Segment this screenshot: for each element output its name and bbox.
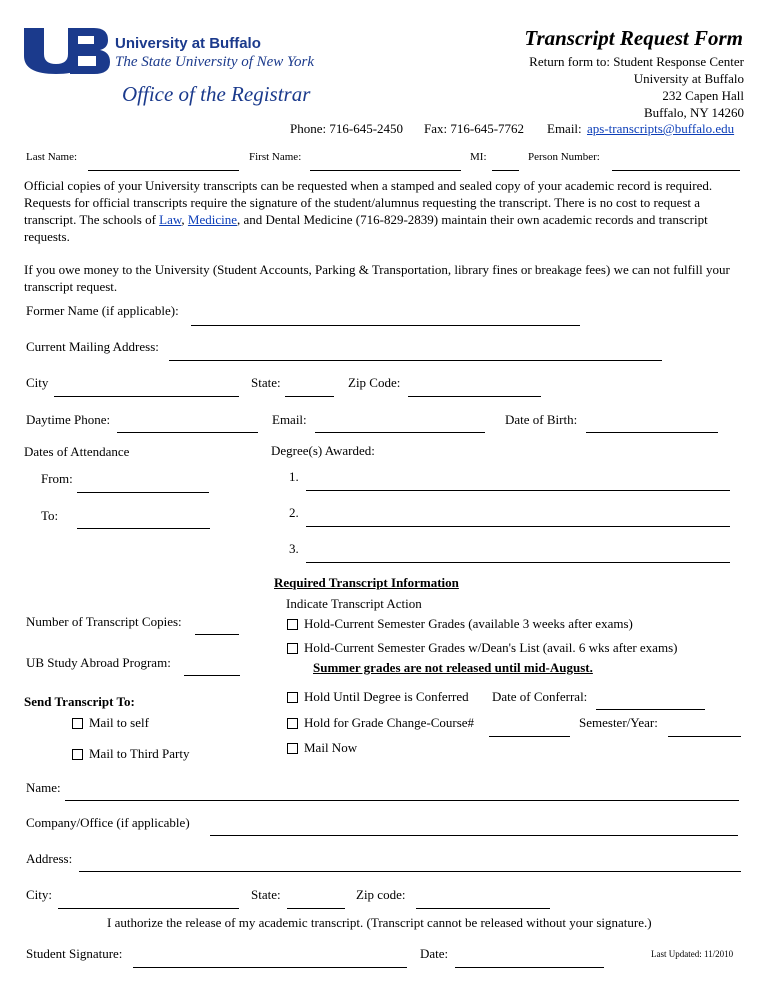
degree-3-field[interactable] xyxy=(306,562,730,563)
person-number-label: Person Number: xyxy=(528,151,600,163)
mail-third-label: Mail to Third Party xyxy=(89,746,190,761)
city-field[interactable] xyxy=(54,396,239,397)
last-name-field[interactable] xyxy=(88,170,239,171)
tp-address-label: Address: xyxy=(26,851,73,866)
last-updated: Last Updated: 11/2010 xyxy=(651,949,734,959)
daytime-phone-field[interactable] xyxy=(117,432,258,433)
opt4-checkbox[interactable] xyxy=(287,718,298,729)
daytime-phone-label: Daytime Phone: xyxy=(26,412,111,427)
dates-attendance-label: Dates of Attendance xyxy=(24,444,130,459)
opt2-label: Hold-Current Semester Grades w/Dean's List (avail. 6 wks after exams) xyxy=(304,640,678,655)
mi-field[interactable] xyxy=(492,170,519,171)
opt1-checkbox[interactable] xyxy=(287,619,298,630)
degree-2-label: 2. xyxy=(289,505,299,520)
to-label: To: xyxy=(41,508,59,523)
first-name-field[interactable] xyxy=(310,170,461,171)
authorize-text: I authorize the release of my academic transcript. (Transcript cannot be released without your signature.) xyxy=(107,915,652,930)
mailing-address-label: Current Mailing Address: xyxy=(26,339,159,354)
city-label: City xyxy=(26,375,49,390)
tp-company-field[interactable] xyxy=(210,835,738,836)
email-label: Email: xyxy=(547,121,582,136)
tp-company-label: Company/Office (if applicable) xyxy=(26,815,190,830)
degrees-label: Degree(s) Awarded: xyxy=(271,443,375,458)
fax: Fax: 716-645-7762 xyxy=(424,121,525,136)
copies-field[interactable] xyxy=(195,634,239,635)
study-abroad-label: UB Study Abroad Program: xyxy=(26,655,171,670)
opt1-label: Hold-Current Semester Grades (available 3 weeks after exams) xyxy=(304,616,633,631)
opt3-label: Hold Until Degree is Conferred xyxy=(304,689,469,704)
last-name-label: Last Name: xyxy=(26,151,78,163)
mailing-address-field[interactable] xyxy=(169,360,662,361)
opt5-label: Mail Now xyxy=(304,740,358,755)
mail-self-checkbox[interactable] xyxy=(72,718,83,729)
degree-2-field[interactable] xyxy=(306,526,730,527)
dob-label: Date of Birth: xyxy=(505,412,578,427)
tp-state-field[interactable] xyxy=(287,908,345,909)
opt5-checkbox[interactable] xyxy=(287,743,298,754)
opt2-checkbox[interactable] xyxy=(287,643,298,654)
address-line2: 232 Capen Hall xyxy=(662,88,744,103)
person-number-field[interactable] xyxy=(612,170,740,171)
indicate-action-label: Indicate Transcript Action xyxy=(286,596,422,611)
address-line1: University at Buffalo xyxy=(633,71,744,86)
address-line3: Buffalo, NY 14260 xyxy=(643,105,744,120)
state-label: State: xyxy=(251,375,281,390)
signature-label: Student Signature: xyxy=(26,946,123,961)
ub-logo xyxy=(22,22,340,112)
tp-zip-field[interactable] xyxy=(416,908,550,909)
tp-address-field[interactable] xyxy=(79,871,741,872)
send-to-heading: Send Transcript To: xyxy=(24,694,135,709)
form-title: Transcript Request Form xyxy=(524,26,743,50)
required-heading: Required Transcript Information xyxy=(274,575,459,590)
ub-monogram-icon xyxy=(22,26,112,76)
date-label: Date: xyxy=(420,946,449,961)
zip-field[interactable] xyxy=(408,396,541,397)
tp-city-label: City: xyxy=(26,887,53,902)
tp-city-field[interactable] xyxy=(58,908,239,909)
summer-note: Summer grades are not released until mid-August. xyxy=(313,660,593,675)
email-link[interactable]: aps-transcripts@buffalo.edu xyxy=(587,121,735,136)
opt4-label: Hold for Grade Change-Course# xyxy=(304,715,475,730)
phone: Phone: 716-645-2450 xyxy=(290,121,404,136)
first-name-label: First Name: xyxy=(249,151,302,163)
law-link[interactable]: Law xyxy=(159,212,182,227)
intro-paragraph-2: If you owe money to the University (Student Accounts, Parking & Transportation, library fines or breakage fees) we can not fulfill your transcript request. xyxy=(24,262,730,294)
date-conferral-label: Date of Conferral: xyxy=(492,689,588,704)
degree-1-label: 1. xyxy=(289,469,299,484)
mail-self-label: Mail to self xyxy=(89,715,149,730)
degree-3-label: 3. xyxy=(289,541,299,556)
dob-field[interactable] xyxy=(586,432,718,433)
mi-label: MI: xyxy=(470,151,487,163)
tp-name-label: Name: xyxy=(26,780,61,795)
signature-field[interactable] xyxy=(133,967,407,968)
from-field[interactable] xyxy=(77,492,209,493)
date-field[interactable] xyxy=(455,967,604,968)
to-field[interactable] xyxy=(77,528,210,529)
semester-year-label: Semester/Year: xyxy=(579,715,658,730)
former-name-label: Former Name (if applicable): xyxy=(26,303,179,318)
logo-line2: The State University of New York xyxy=(115,54,315,70)
medicine-link[interactable]: Medicine xyxy=(187,212,238,227)
opt3-checkbox[interactable] xyxy=(287,692,298,703)
date-conferral-field[interactable] xyxy=(596,709,705,710)
intro-paragraph-1: Official copies of your University transcripts can be requested when a stamped and sealed copy of your academic record is required. Requests for official transcripts require the signature of the student/alumnus requesting the transcript. There is no cost to request a transcript. The schools of Law, Medicine, and Dental Medicine (716-829-2839) maintain their own academic records and transcript requests. xyxy=(24,178,713,244)
former-name-field[interactable] xyxy=(191,325,580,326)
tp-zip-label: Zip code: xyxy=(356,887,406,902)
course-number-field[interactable] xyxy=(489,736,570,737)
email-field-label: Email: xyxy=(272,412,307,427)
state-field[interactable] xyxy=(285,396,334,397)
copies-label: Number of Transcript Copies: xyxy=(26,614,182,629)
return-to: Return form to: Student Response Center xyxy=(529,54,744,69)
from-label: From: xyxy=(41,471,73,486)
semester-year-field[interactable] xyxy=(668,736,741,737)
tp-state-label: State: xyxy=(251,887,281,902)
mail-third-checkbox[interactable] xyxy=(72,749,83,760)
study-abroad-field[interactable] xyxy=(184,675,240,676)
tp-name-field[interactable] xyxy=(65,800,739,801)
degree-1-field[interactable] xyxy=(306,490,730,491)
zip-label: Zip Code: xyxy=(348,375,401,390)
logo-line3: Office of the Registrar xyxy=(122,82,311,106)
email-field[interactable] xyxy=(315,432,485,433)
logo-line1: University at Buffalo xyxy=(115,35,261,52)
